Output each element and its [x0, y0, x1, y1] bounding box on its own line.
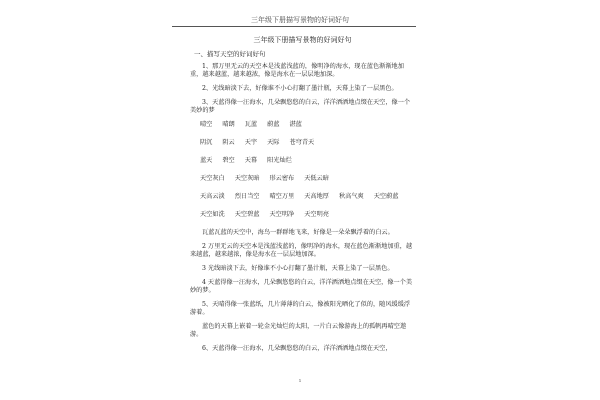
word: 阴云 — [222, 139, 235, 146]
word: 蓝天 — [200, 157, 213, 164]
document-title: 三年级下册描写景物的好词好句 — [253, 36, 352, 44]
document-body — [190, 35, 415, 359]
word: 阳光灿烂 — [267, 157, 292, 164]
word: 苍穹青天 — [289, 139, 315, 146]
word: 天空明亮 — [304, 211, 329, 218]
paragraph: 1、那万里无云的天空本是浅蓝浅蓝的，像明净的海水，现在蓝色渐渐地加重，越来越蓝，越来越浓，像是海水在一层层地加深。 — [190, 63, 404, 78]
paragraph: 瓦蓝瓦蓝的天空中，海鸟一群群地飞来，好像是一朵朵飘浮着的白云。 — [202, 229, 394, 236]
word-row — [190, 121, 415, 129]
word: 烈日当空 — [234, 193, 260, 200]
header-divider — [172, 26, 416, 27]
word: 天际 — [267, 139, 280, 146]
paragraph: 5、天晴得像一张蓝纸，几片薄薄的白云，像被阳光晒化了似的，随风缓缓浮游着。 — [190, 301, 411, 316]
word: 天空碧蓝 — [234, 211, 260, 218]
word: 天空灰白 — [200, 175, 225, 182]
word: 天高云淡 — [200, 193, 225, 200]
word-row — [190, 175, 415, 183]
word: 天幕 — [244, 157, 258, 164]
word-row — [190, 139, 415, 147]
word: 天空灰暗 — [234, 175, 260, 182]
word: 蔚蓝 — [267, 121, 280, 128]
paragraph: 4 天蓝得像一汪海水，几朵飘悠悠的白云，洋洋洒洒地点缀在天空，像一个美妙的梦。 — [190, 279, 413, 294]
word: 天空如洗 — [200, 211, 225, 218]
word: 秋高气爽 — [339, 193, 364, 200]
word: 晴朗 — [222, 121, 235, 128]
word: 形云密布 — [269, 175, 295, 182]
paragraph: 3、天蓝得像一汪海水，几朵飘悠悠的白云，洋洋洒洒地点缀在天空，像一个美妙的梦 — [190, 99, 411, 114]
word: 碧空 — [222, 157, 235, 164]
word: 晴空万里 — [269, 193, 295, 200]
word: 天空蔚蓝 — [373, 193, 399, 200]
paragraph: 2、光线暗淡下去，好像谁不小心打翻了墨汁瓶，天幕上染了一层黑色。 — [202, 85, 398, 92]
word: 天低云暗 — [304, 175, 329, 182]
word: 阴沉 — [200, 139, 213, 146]
word: 瓦蓝 — [244, 121, 258, 128]
word-row — [190, 193, 415, 201]
word: 天高地厚 — [304, 193, 329, 200]
paragraph: 蓝色的天幕上嵌着一轮金光灿烂的太阳，一片白云像游海上的孤帆再晴空遨游。 — [190, 323, 407, 338]
paragraph: 3 光线暗淡下去，好像谁不小心打翻了墨汁瓶，天幕上染了一层黑色。 — [202, 265, 394, 272]
word: 天宇 — [244, 139, 258, 146]
paragraph: 2 万里无云的天空本是浅蓝浅蓝的，像明净的海水，现在蓝色渐渐地加重，越来越蓝，越来越浓，像是海水在一层层地加深。 — [190, 243, 413, 258]
word: 晴空 — [200, 121, 213, 128]
word-row — [190, 211, 415, 219]
section-heading: 一、描写天空的好词好句 — [194, 50, 266, 58]
paragraph: 6、天蓝得像一汪海水，几朵飘悠悠的白云，洋洋洒洒地点缀在天空， — [202, 345, 392, 352]
word-row — [190, 157, 415, 165]
word: 湛蓝 — [289, 121, 302, 128]
page-number: 1 — [298, 378, 302, 383]
word: 天空明净 — [269, 211, 295, 218]
running-header: 三年级下册描写景物的好词好句 — [251, 16, 349, 24]
